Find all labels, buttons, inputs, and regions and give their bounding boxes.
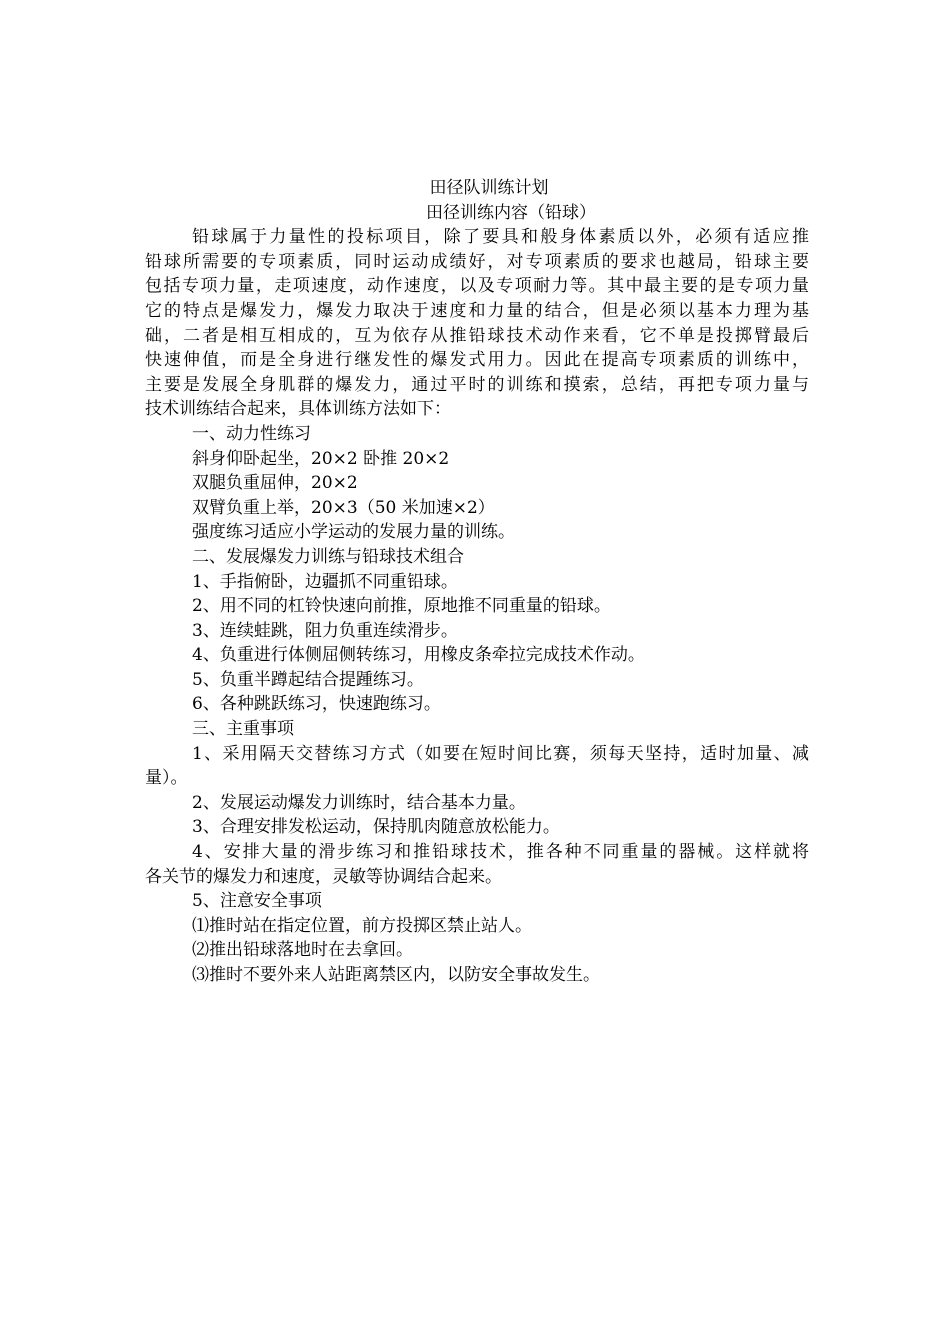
intro-line: 包括专项力量，走项速度，动作速度，以及专项耐力等。其中最主要的是专项力量 [145,276,809,297]
document-page [145,176,809,988]
intro-line: 铅球属于力量性的投标项目，除了要具和般身体素质以外，必须有适应推 [192,227,809,248]
section-3 [145,717,809,988]
page-subtitle: 田径训练内容（铅球） [426,202,596,223]
list-item: 3、合理安排发松运动，保持肌肉随意放松能力。 [192,817,560,838]
section-heading: 一、动力性练习 [192,423,311,444]
section-heading: 二、发展爆发力训练与铅球技术组合 [192,546,464,567]
safety-item: ⑶推时不要外来人站距离禁区内，以防安全事故发生。 [192,965,600,985]
section-2 [145,545,809,717]
list-item: 4、安排大量的滑步练习和推铅球技术，推各种不同重量的器械。这样就将 [192,842,809,863]
list-item-continuation: 量）。 [145,768,188,789]
intro-paragraph [145,225,809,422]
list-item: 5、注意安全事项 [192,891,322,912]
intro-line: 主要是发展全身肌群的爆发力，通过平时的训练和摸索，总结，再把专项力量与 [145,374,809,395]
list-item: 双腿负重屈伸，20×2 [192,473,358,494]
list-item: 4、负重进行体侧屈侧转练习，用橡皮条牵拉完成技术作动。 [192,645,645,666]
intro-line: 础，二者是相互相成的，互为依存从推铅球技术动作来看，它不单是投掷臂最后 [145,325,809,346]
list-item: 强度练习适应小学运动的发展力量的训练。 [192,522,515,543]
section-1 [145,422,809,545]
intro-line: 它的特点是爆发力，爆发力取决于速度和力量的结合，但是必须以基本力理为基 [145,300,809,321]
list-item: 斜身仰卧起坐，20×2 卧推 20×2 [192,448,450,469]
list-item: 6、各种跳跃练习，快速跑练习。 [192,694,441,715]
list-item: 5、负重半蹲起结合提踵练习。 [192,669,424,690]
intro-line: 铅球所需要的专项素质，同时运动成绩好，对专项素质的要求也越局，铅球主要 [145,251,809,272]
list-item-continuation: 各关节的爆发力和速度，灵敏等协调结合起来。 [145,866,502,887]
list-item: 2、用不同的杠铃快速向前推，原地推不同重量的铅球。 [192,596,611,617]
safety-item: ⑴推时站在指定位置，前方投掷区禁止站人。 [192,915,532,936]
list-item: 双臂负重上举，20×3（50 米加速×2） [192,497,495,518]
list-item: 3、连续蛙跳，阻力负重连续滑步。 [192,620,458,641]
list-item: 1、手指俯卧，边疆抓不同重铅球。 [192,571,458,592]
intro-line: 快速伸值，而是全身进行继发性的爆发式用力。因此在提高专项素质的训练中， [145,350,809,371]
intro-line: 技术训练结合起来，具体训练方法如下： [145,399,451,420]
list-item: 1、采用隔天交替练习方式（如要在短时间比赛，须每天坚持，适时加量、减 [192,743,809,764]
page-title: 田径队训练计划 [429,178,549,198]
section-heading: 三、主重事项 [192,719,294,740]
safety-item: ⑵推出铅球落地时在去拿回。 [192,940,413,961]
list-item: 2、发展运动爆发力训练时，结合基本力量。 [192,792,526,813]
